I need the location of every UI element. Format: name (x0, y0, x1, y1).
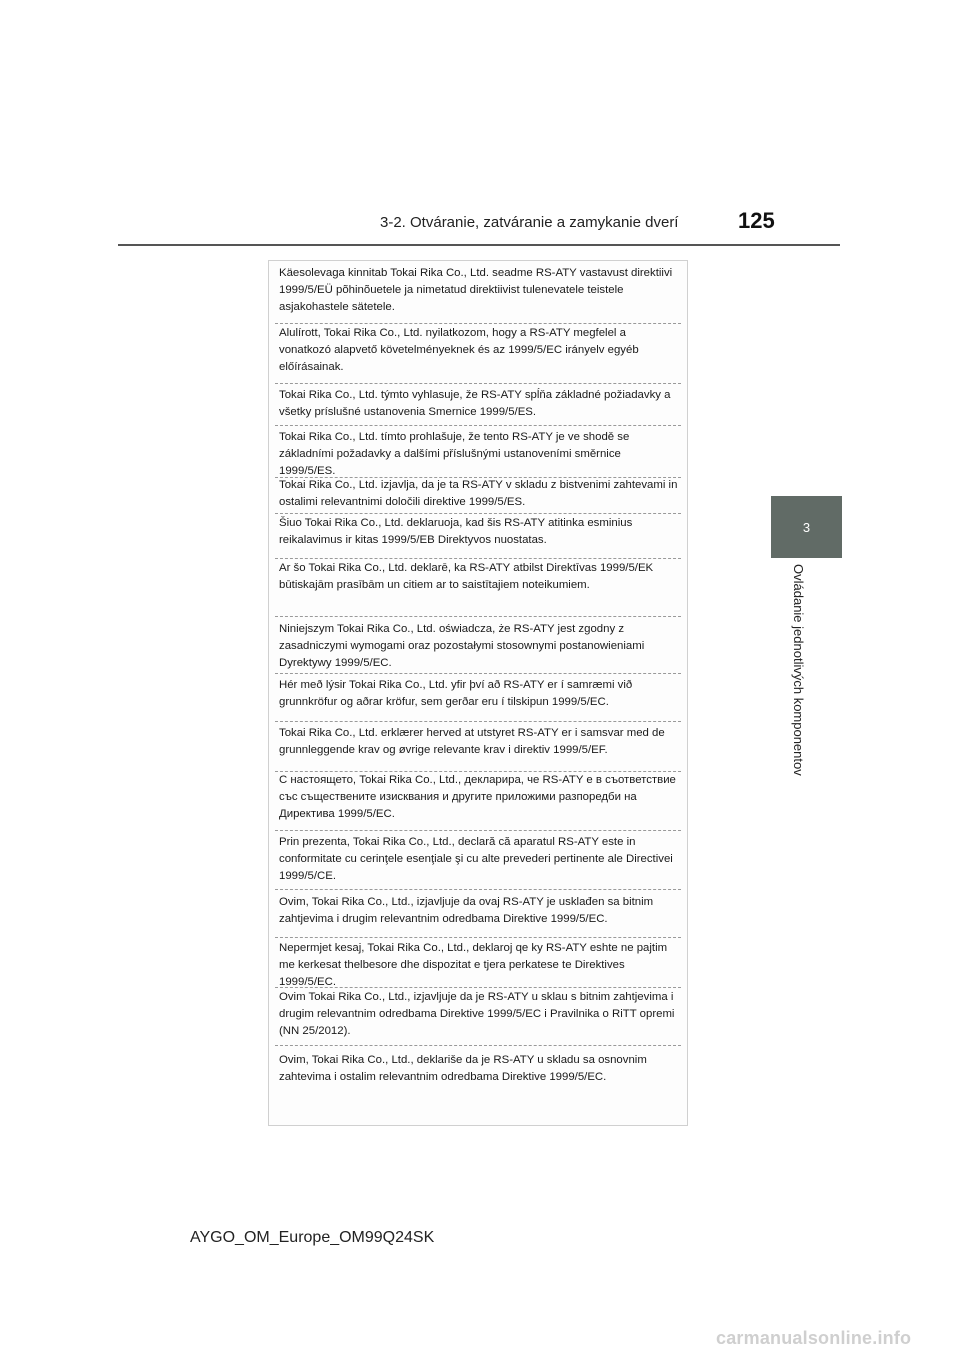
declaration-divider (275, 323, 681, 324)
declaration-serbian: Ovim, Tokai Rika Co., Ltd., deklariše da je RS-ATY u skladu sa osnovnim zahtevima i ostalim relevantnim odredbama Direktive 1999/5/EC. (279, 1054, 647, 1083)
declaration-bosnian: Ovim, Tokai Rika Co., Ltd., izjavljuje da ovaj RS-ATY je usklađen sa bitnim zahtjevima i drugim relevantnim odredbama Direktive 1999/5/EC. (279, 896, 654, 925)
declaration-box (268, 260, 688, 1126)
declaration-lithuanian: Šiuo Tokai Rika Co., Ltd. deklaruoja, kad šis RS-ATY atitinka esminius reikalavimus ir kitas 1999/5/EB Direktyvos nuostatas. (279, 517, 633, 546)
declaration-hungarian: Alulírott, Tokai Rika Co., Ltd. nyilatkozom, hogy a RS-ATY megfelel a vonatkozó alapvető követelményeknek és az 1999/5/EC irányelv egyéb előírásainak. (279, 327, 639, 373)
chapter-title-vertical: Ovládanie jednotlivých komponentov (791, 564, 806, 776)
document-id: AYGO_OM_Europe_OM99Q24SK (190, 1229, 435, 1246)
declaration-czech: Tokai Rika Co., Ltd. tímto prohlašuje, že tento RS-ATY je ve shodě se základními požadavky a dalšími příslušnými ustanoveními směrnice 1999/5/ES. (279, 431, 630, 477)
declaration-divider (275, 425, 681, 426)
declaration-divider (275, 987, 681, 988)
declaration-divider (275, 383, 681, 384)
declaration-slovak: Tokai Rika Co., Ltd. týmto vyhlasuje, že RS-ATY spĺňa základné požiadavky a všetky príslušné ustanovenia Smernice 1999/5/ES. (279, 389, 671, 418)
declaration-latvian: Ar šo Tokai Rika Co., Ltd. deklarē, ka RS-ATY atbilst Direktīvas 1999/5/EK būtiskajām prasībām un citiem ar to saistītajiem noteikumiem. (279, 562, 654, 591)
declaration-polish: Niniejszym Tokai Rika Co., Ltd. oświadcza, że RS-ATY jest zgodny z zasadniczymi wymogami oraz pozostałymi stosownymi postanowieniami Dyrektywy 1999/5/EC. (279, 623, 645, 669)
declaration-divider (275, 889, 681, 890)
header-divider (118, 244, 840, 246)
declaration-divider (275, 558, 681, 559)
declaration-divider (275, 1045, 681, 1046)
chapter-number: 3 (802, 519, 811, 535)
declaration-divider (275, 673, 681, 674)
declaration-divider (275, 721, 681, 722)
declaration-romanian: Prin prezenta, Tokai Rika Co., Ltd., declară că aparatul RS-ATY este in conformitate cu cerinţele esenţiale şi cu alte prevederi pertinente ale Directivei 1999/5/CE. (279, 836, 673, 882)
declaration-albanian: Nepermjet kesaj, Tokai Rika Co., Ltd., deklaroj qe ky RS-ATY eshte ne pajtim me kerkesat thelbesore dhe dispozitat e tjera perkatese te Direktives 1999/5/EC. (279, 942, 668, 988)
chapter-tab (771, 496, 842, 558)
section-title: 3-2. Otváranie, zatváranie a zamykanie dverí (380, 214, 679, 231)
declaration-divider (275, 830, 681, 831)
declaration-divider (275, 616, 681, 617)
declaration-estonian: Käesolevaga kinnitab Tokai Rika Co., Ltd. seadme RS-ATY vastavust direktiivi 1999/5/EÜ põhinõuetele ja nimetatud direktiivist tulenevatele teistele asjakohastele sätetele. (279, 267, 673, 313)
declaration-norwegian: Tokai Rika Co., Ltd. erklærer herved at utstyret RS-ATY er i samsvar med de grunnleggende krav og øvrige relevante krav i direktiv 1999/5/EF. (279, 727, 665, 756)
declaration-croatian: Ovim Tokai Rika Co., Ltd., izjavljuje da je RS-ATY u sklau s bitnim zahtjevima i drugim relevantnim odredbama Direktive 1999/5/EC i Pravilnika o RiTT opremi (NN 25/2012). (279, 991, 675, 1037)
declaration-bulgarian: С настоящето, Tokai Rika Co., Ltd., декларира, че RS-ATY е в съответствие със съществените изисквания и другите приложими разпоредби на Директива 1999/5/EC. (279, 774, 676, 820)
declaration-divider (275, 937, 681, 938)
declaration-divider (275, 513, 681, 514)
declaration-slovenian: Tokai Rika Co., Ltd. izjavlja, da je ta RS-ATY v skladu z bistvenimi zahtevami in ostalimi relevantnimi določili direktive 1999/5/ES. (279, 479, 678, 508)
page-number: 125 (738, 208, 775, 233)
watermark: carmanualsonline.info (716, 1328, 912, 1348)
declaration-icelandic: Hér með lýsir Tokai Rika Co., Ltd. yfir því að RS-ATY er í samræmi við grunnkröfur og aðrar kröfur, sem gerðar eru í tilskipun 1999/5/EC. (279, 679, 633, 708)
